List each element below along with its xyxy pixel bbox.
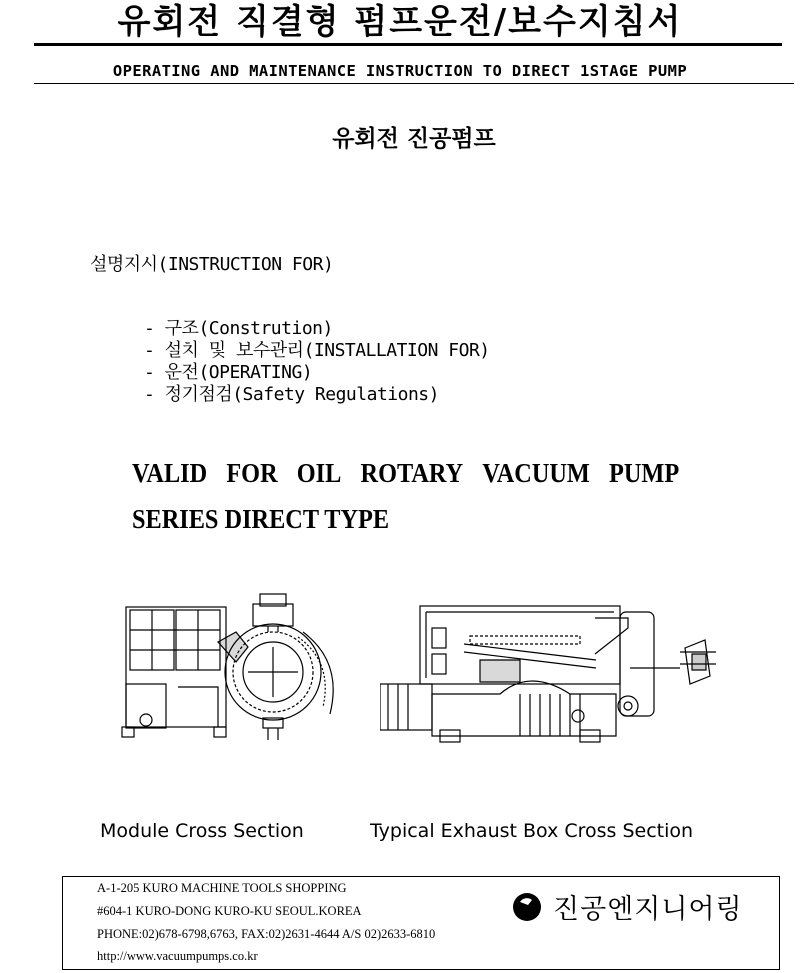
document-title-english: OPERATING AND MAINTENANCE INSTRUCTION TO DIRECT 1STAGE PUMP — [112, 62, 688, 80]
company-logo-icon — [511, 891, 543, 923]
title-underline — [34, 43, 782, 46]
instruction-item: - 운전(OPERATING) — [144, 362, 313, 383]
valid-word: OIL — [296, 458, 342, 488]
exhaust-box-cross-section-drawing — [380, 598, 725, 748]
valid-word: PUMP — [609, 458, 680, 488]
valid-word: ROTARY — [360, 458, 464, 488]
document-title-korean: 유회전 직결형 펌프운전/보수지침서 — [117, 2, 683, 42]
address-line: A-1-205 KURO MACHINE TOOLS SHOPPING — [97, 881, 347, 895]
instruction-item: - 정기점검(Safety Regulations) — [144, 384, 439, 405]
valid-word: VALID — [132, 458, 208, 488]
website-link[interactable]: http://www.vacuumpumps.co.kr — [97, 949, 258, 963]
exhaust-box-caption: Typical Exhaust Box Cross Section — [370, 820, 694, 842]
valid-for-heading — [132, 458, 679, 489]
valid-word: VACUUM — [482, 458, 590, 488]
document-subtitle: 유회전 진공펌프 — [332, 126, 496, 152]
company-logo — [511, 887, 743, 926]
english-title-underline — [34, 83, 794, 84]
series-heading: SERIES DIRECT TYPE — [132, 504, 390, 534]
address-line: #604-1 KURO-DONG KURO-KU SEOUL.KOREA — [97, 904, 362, 918]
module-cross-section-caption: Module Cross Section — [100, 820, 304, 842]
module-cross-section-drawing — [118, 592, 358, 742]
valid-word: FOR — [226, 458, 278, 488]
phone-fax-line: PHONE:02)678-6798,6763, FAX:02)2631-4644 A/S 02)2633-6810 — [97, 927, 436, 941]
instruction-heading: 설명지시(INSTRUCTION FOR) — [90, 254, 334, 275]
instruction-item: - 구조(Constrution) — [144, 318, 333, 339]
company-name: 진공엔지니어링 — [553, 894, 743, 925]
instruction-item: - 설치 및 보수관리(INSTALLATION FOR) — [144, 340, 490, 361]
company-contact-box — [62, 876, 780, 970]
